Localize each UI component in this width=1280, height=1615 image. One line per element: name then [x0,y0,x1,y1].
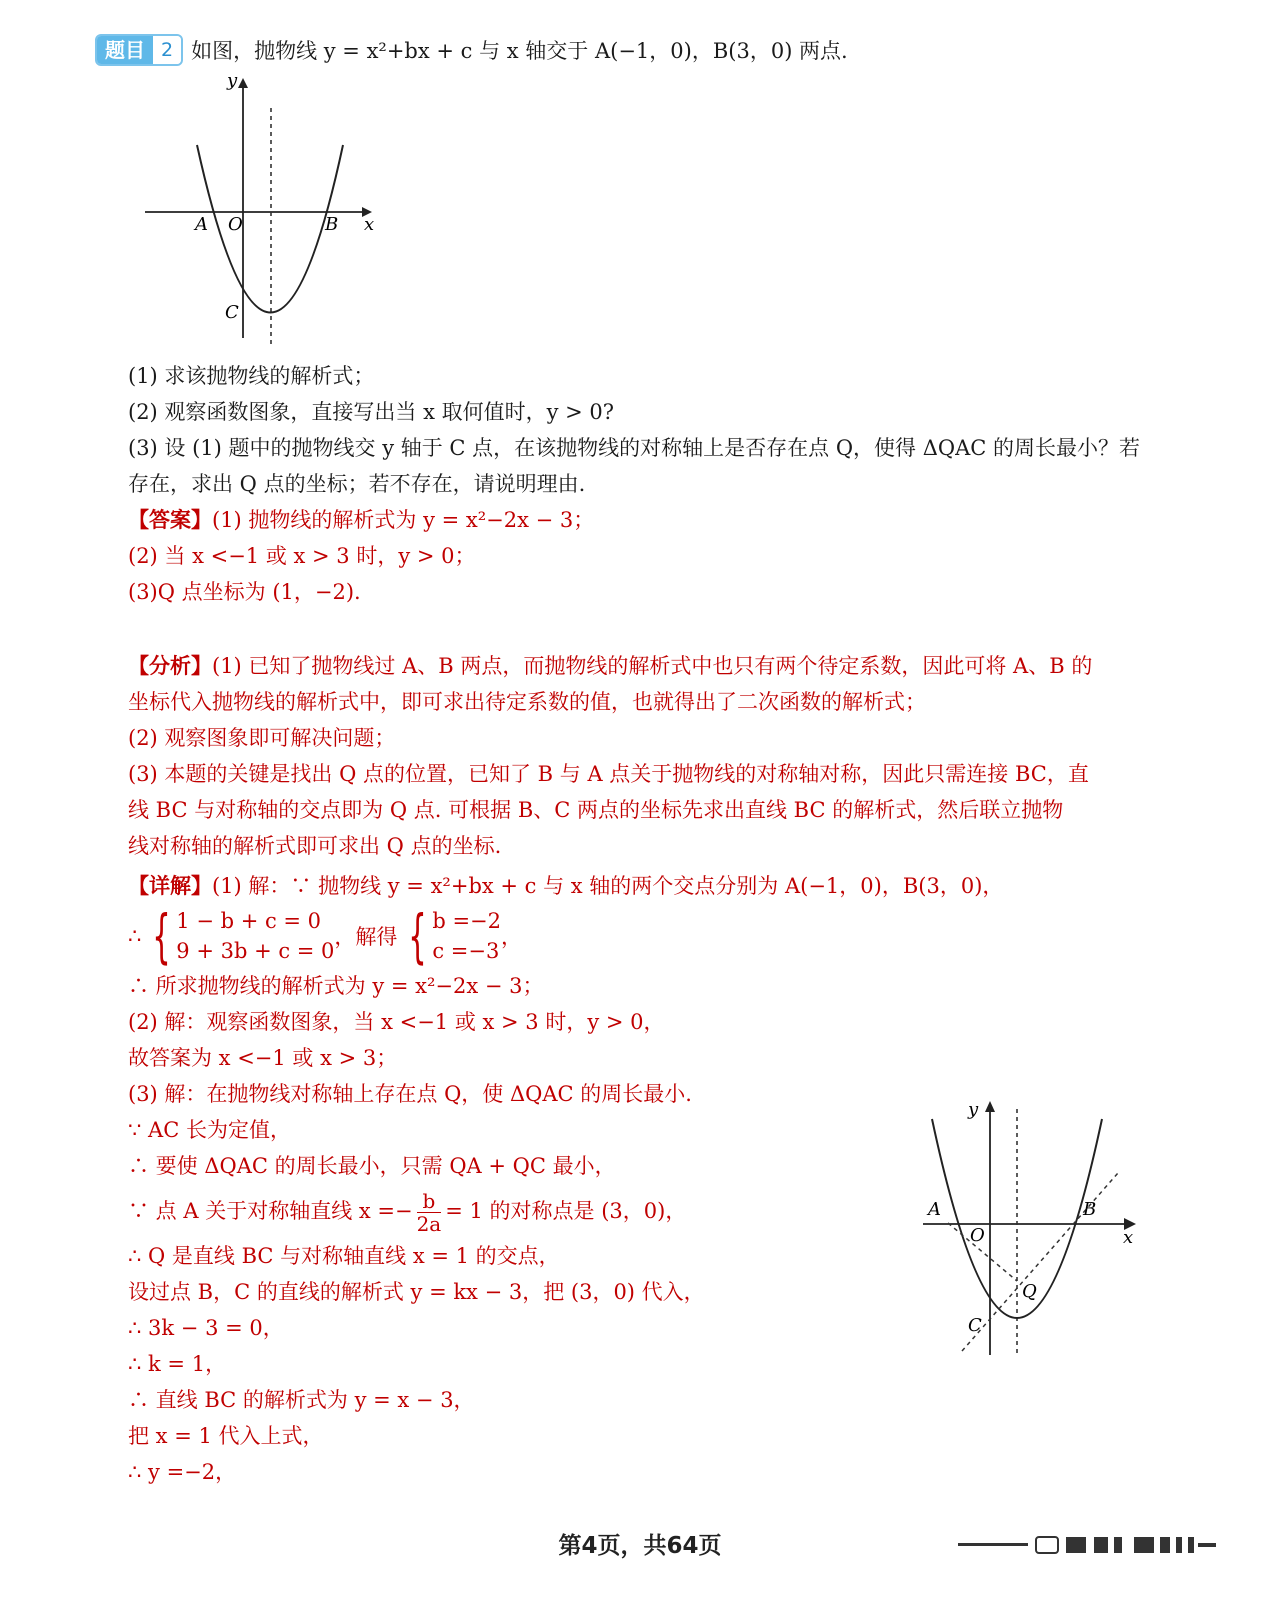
detail-line-b3: ∴ 3k − 3 = 0， [128,1316,284,1340]
analysis-section [128,648,1188,864]
analysis-line-3: (2) 观察图象即可解决问题； [128,726,396,750]
fig1-y-arrow [238,78,248,88]
analysis-line-4: (3) 本题的关键是找出 Q 点的位置，已知了 B 与 A 点关于抛物线的对称轴对称，因此只需连接 BC，直 [128,762,1089,786]
fig2-label-y: y [968,1099,979,1120]
system-equations [176,906,334,966]
detail-line-b6: 把 x = 1 代入上式， [128,1424,324,1448]
fig1-parabola [197,145,343,313]
system-eq-1: 1 − b + c = 0 [176,909,322,933]
detail-line-a2: (2) 解：观察函数图象，当 x <−1 或 x > 3 时，y > 0， [128,1010,665,1034]
fig2-label-O: O [970,1225,985,1246]
detail-line-b1: ∴ Q 是直线 BC 与对称轴直线 x = 1 的交点， [128,1244,560,1268]
detail-line-a3: 故答案为 x <−1 或 x > 3； [128,1046,398,1070]
fig1-label-O: O [228,214,243,235]
frac-line-after: = 1 的对称点是 (3，0)， [445,1199,687,1223]
detail-line-b5: ∴ 直线 BC 的解析式为 y = x − 3， [128,1388,475,1412]
detail-line-a5: ∵ AC 长为定值， [128,1118,291,1142]
analysis-text-1: (1) 已知了抛物线过 A、B 两点，而抛物线的解析式中也只有两个待定系数，因此可将 A、B 的 [212,654,1093,678]
question-badge-number: 2 [153,36,181,64]
detail-line-b7: ∴ y =−2， [128,1460,237,1484]
detail-line-a6: ∴ 要使 ΔQAC 的周长最小，只需 QA + QC 最小， [128,1154,616,1178]
answer-tag: 【答案】 [128,507,212,532]
analysis-line-6: 线对称轴的解析式即可求出 Q 点的坐标. [128,834,502,858]
detail-line-b4: ∴ k = 1， [128,1352,227,1376]
analysis-line-5: 线 BC 与对称轴的交点即为 Q 点. 可根据 B、C 两点的坐标先求出直线 BC 的解析式，然后联立抛物 [128,798,1064,822]
system-sol-1: b =−2 [432,909,501,933]
fig1-label-y: y [227,70,238,91]
page-number: 第4页，共64页 [558,1533,722,1559]
answer-text-1: (1) 抛物线的解析式为 y = x²−2x − 3； [212,508,595,532]
answer-line-1 [128,502,1188,538]
parabola-figure-1 [140,70,390,355]
analysis-tag: 【分析】 [128,653,212,678]
fig1-label-A: A [195,214,208,235]
parabola-figure-2 [918,1095,1148,1365]
fig2-label-B: B [1083,1199,1097,1220]
fig1-label-x: x [364,214,375,235]
fig1-label-B: B [325,214,339,235]
detail-line-b2: 设过点 B，C 的直线的解析式 y = kx − 3，把 (3，0) 代入， [128,1280,705,1304]
fig2-label-C: C [968,1315,982,1336]
fraction-numerator: b [417,1190,442,1213]
system-prefix: ∴ [128,924,142,948]
question-part-3: (3) 设 (1) 题中的抛物线交 y 轴于 C 点，在该抛物线的对称轴上是否存在点 Q，使得 ΔQAC 的周长最小？若 [128,436,1141,460]
left-brace-1: { [152,902,172,970]
question-header [95,34,848,66]
detail-line-1 [128,868,1188,904]
question-part-3-cont: 存在，求出 Q 点的坐标；若不存在，请说明理由. [128,472,586,496]
system-solutions [432,906,501,966]
system-sol-2: c =−3 [432,939,500,963]
answer-line-2: (2) 当 x <−1 或 x > 3 时，y > 0； [128,544,476,568]
system-suffix: ， [501,925,522,949]
analysis-line-2: 坐标代入抛物线的解析式中，即可求出待定系数的值，也就得出了二次函数的解析式； [128,690,926,714]
system-eq-2: 9 + 3b + c = 0 [176,939,335,963]
answer-section [128,502,1188,610]
detail-text-1: (1) 解：∵ 抛物线 y = x²+bx + c 与 x 轴的两个交点分别为 A(−1，0)，B(3，0)， [212,874,1004,898]
question-part-2: (2) 观察函数图象，直接写出当 x 取何值时，y > 0? [128,400,615,424]
watermark-logo [958,1535,1220,1555]
fig2-label-x: x [1123,1227,1134,1248]
equation-system [128,904,1188,968]
fraction-denominator: 2a [416,1212,442,1236]
detail-line-a1: ∴ 所求抛物线的解析式为 y = x²−2x − 3； [128,974,544,998]
left-brace-2: { [408,902,428,970]
fig2-label-A: A [928,1199,941,1220]
question-badge [95,34,183,66]
fig2-y-arrow [985,1101,995,1112]
fraction-b-over-2a [417,1190,442,1235]
question-part-1: (1) 求该抛物线的解析式； [128,364,375,388]
question-badge-label: 题目 [97,36,153,64]
system-mid: ，解得 [334,925,398,949]
question-stem: 如图，抛物线 y = x²+bx + c 与 x 轴交于 A(−1，0)，B(3，0) 两点. [191,39,848,63]
question-parts [128,358,1188,502]
frac-line-before: ∵ 点 A 关于对称轴直线 x =− [128,1199,413,1223]
analysis-line-1 [128,648,1188,684]
detail-tag: 【详解】 [128,873,212,898]
detail-line-a4: (3) 解：在抛物线对称轴上存在点 Q，使 ΔQAC 的周长最小. [128,1082,692,1106]
fig1-label-C: C [225,302,239,323]
fig2-label-Q: Q [1022,1281,1037,1302]
answer-line-3: (3)Q 点坐标为 (1，−2). [128,580,361,604]
